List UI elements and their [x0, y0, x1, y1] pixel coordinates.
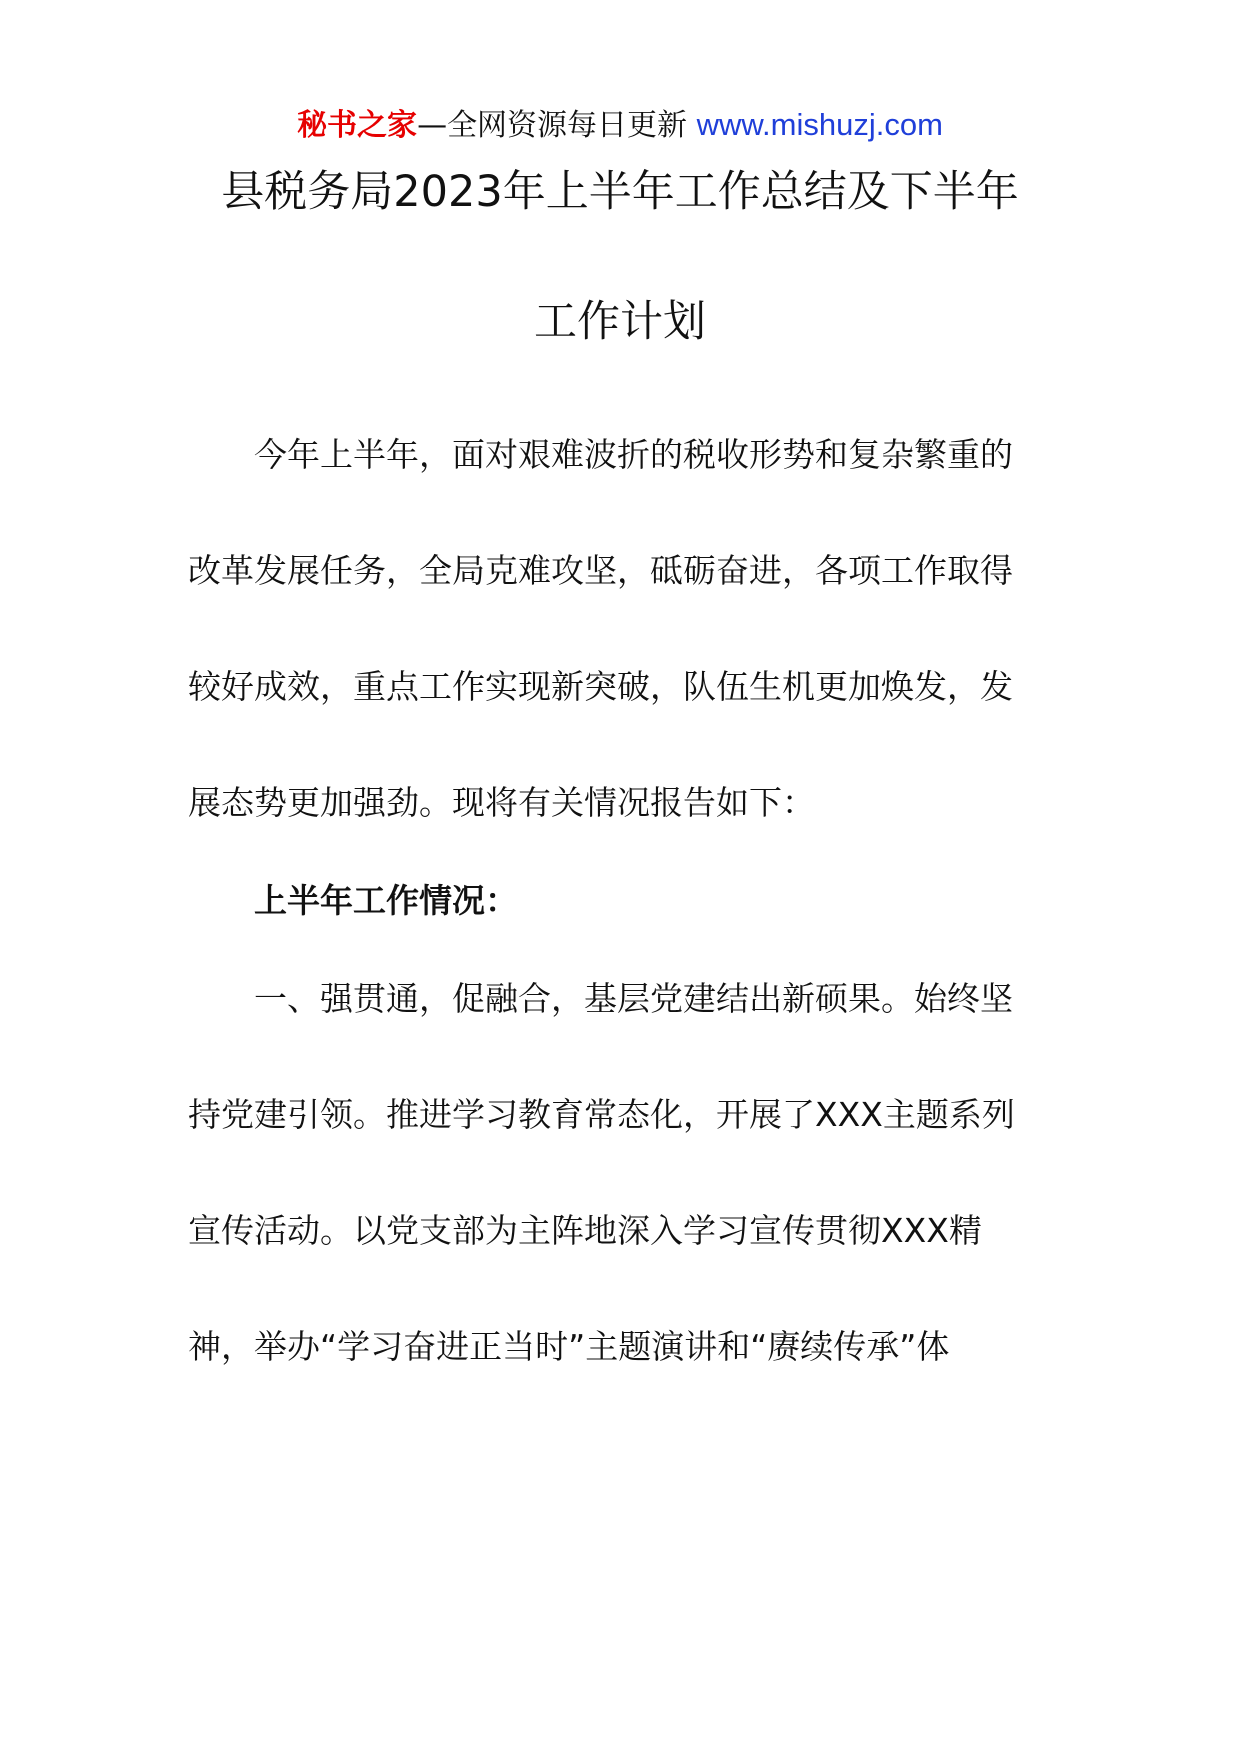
section-heading: 上半年工作情况：	[254, 881, 518, 920]
paragraph-line: 神，举办“学习奋进正当时”主题演讲和“赓续传承”体	[188, 1327, 950, 1366]
paragraph-line: 改革发展任务，全局克难攻坚，砥砺奋进，各项工作取得	[188, 551, 1013, 590]
paragraph-line: 展态势更加强劲。现将有关情况报告如下：	[188, 783, 815, 822]
document-title-line-2: 工作计划	[534, 297, 706, 347]
document-title-line-1: 县税务局2023年上半年工作总结及下半年	[221, 167, 1019, 217]
paragraph-line: 今年上半年，面对艰难波折的税收形势和复杂繁重的	[254, 435, 1013, 474]
watermark-header	[0, 100, 1240, 151]
paragraph-line: 持党建引领。推进学习教育常态化，开展了XXX主题系列	[188, 1095, 1015, 1134]
site-brand: 秘书之家	[297, 108, 418, 143]
paragraph-line: 一、强贯通，促融合，基层党建结出新硕果。始终坚	[254, 979, 1013, 1018]
paragraph-line: 较好成效，重点工作实现新突破，队伍生机更加焕发，发	[188, 667, 1013, 706]
site-url-link[interactable]: www.mishuzj.com	[696, 107, 943, 142]
site-tagline: —全网资源每日更新	[417, 108, 697, 143]
paragraph-line: 宣传活动。以党支部为主阵地深入学习宣传贯彻XXX精	[188, 1211, 982, 1250]
